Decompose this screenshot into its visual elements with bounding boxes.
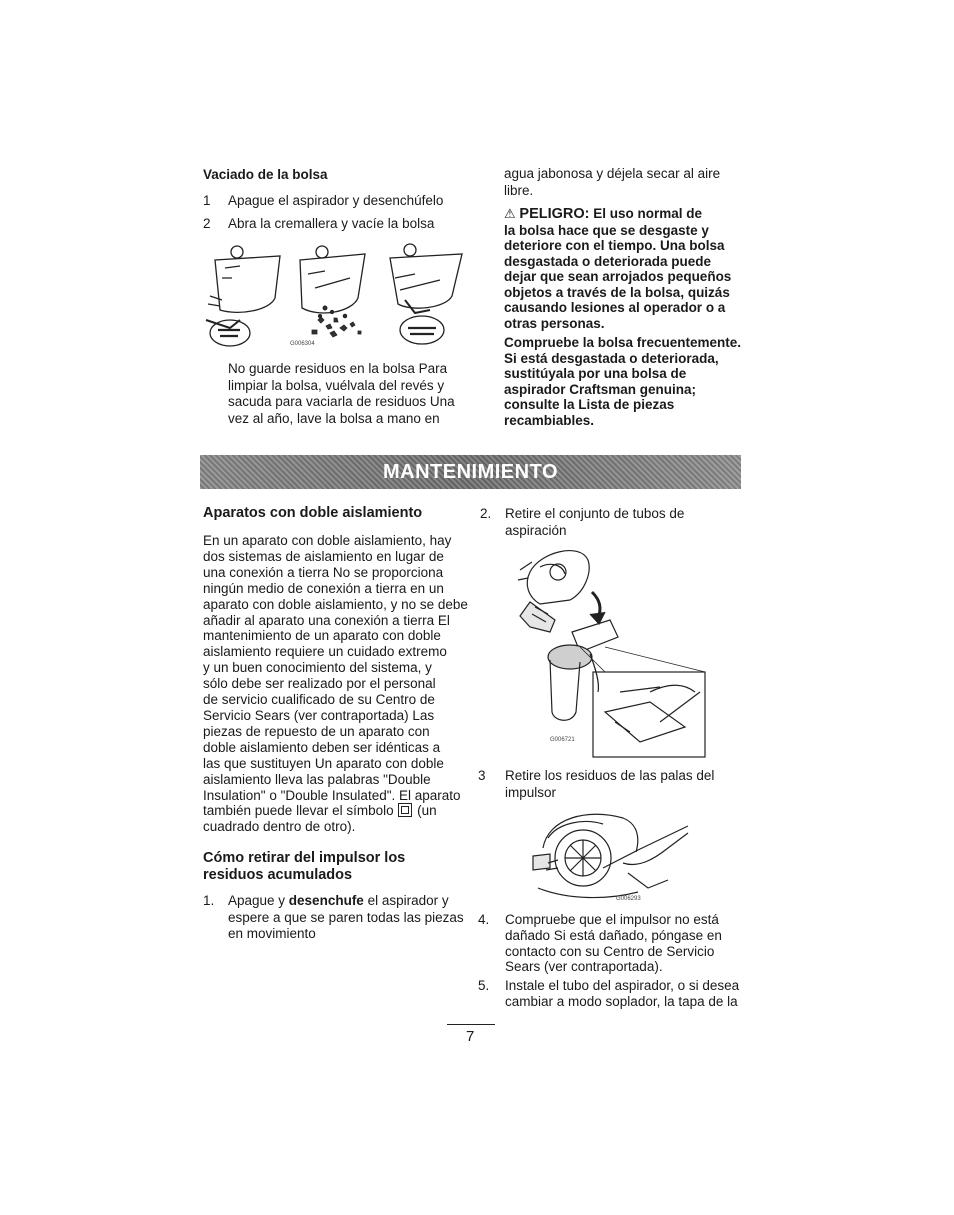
check-line: sustitúyala por una bolsa de (504, 366, 687, 381)
step1-line: espere a que se paren todas las piezas (228, 909, 464, 925)
warning-line: la bolsa hace que se desgaste y (504, 222, 709, 238)
paragraph-line: aparato con doble aislamiento, y no se debe (203, 596, 468, 612)
heading-line: residuos acumulados (203, 867, 353, 883)
paragraph-line: una conexión a tierra No se proporciona (203, 564, 444, 580)
warning-line: dejar que sean arrojados pequeños (504, 269, 732, 284)
heading-doble-aislamiento: Aparatos con doble aislamiento (203, 505, 423, 521)
step5-line: Instale el tubo del aspirador, o si desea (505, 978, 740, 993)
step2-line: Retire el conjunto de tubos de (505, 506, 685, 521)
paragraph-line: En un aparato con doble aislamiento, hay (203, 533, 452, 548)
bag-care-line: sacuda para vaciarla de residuos Una (228, 394, 455, 409)
check-line: Compruebe la bolsa frecuentemente. (504, 335, 742, 350)
paragraph-line: sólo debe ser realizado por el personal (203, 676, 436, 692)
bag-care-line: No guarde residuos en la bolsa Para (228, 361, 448, 376)
step-5-num: 5. (478, 978, 490, 993)
step-1-number: 1 (203, 193, 211, 208)
step-3-num: 3 (478, 768, 486, 783)
check-line: aspirador Craftsman genuina; (504, 381, 697, 397)
warning-block (504, 206, 754, 331)
heading-line: Cómo retirar del impulsor los (203, 850, 406, 866)
bag-care-line: vez al año, lave la bolsa a mano en (228, 410, 440, 426)
warning-line: deteriore con el tiempo. Una bolsa (504, 238, 725, 253)
check-line: Si está desgastada o deteriorada, (504, 350, 719, 366)
paragraph-line: Insulation" o "Double Insulated". El aparato (203, 787, 461, 803)
paragraph-line: de servicio cualificado de su Centro de (203, 692, 435, 708)
paragraph-line: Servicio Sears (ver contraportada) Las (203, 707, 435, 723)
paragraph-line: dos sistemas de aislamiento en lugar de (203, 548, 444, 564)
step-2-number: 2 (203, 216, 211, 231)
symbol-line-text: también puede llevar el símbolo (203, 803, 394, 819)
paragraph-line: aislamiento requiere un cuidado extremo (203, 644, 447, 660)
step4-line: Sears (ver contraportada). (505, 959, 663, 975)
mantenimiento-banner (200, 455, 741, 489)
step1-post: el aspirador y (363, 893, 449, 908)
warning-label: PELIGRO: (519, 206, 590, 222)
step-2-num-b: 2. (480, 506, 492, 521)
paragraph-line: piezas de repuesto de un aparato con (203, 723, 430, 739)
paragraph-line: cuadrado dentro de otro). (203, 819, 356, 835)
step-1-num-b: 1. (203, 893, 215, 908)
banner-title: MANTENIMIENTO (382, 460, 558, 483)
warning-line: desgastada o deteriorada puede (504, 253, 712, 269)
step3-line: Retire los residuos de las palas del (505, 768, 715, 783)
step-3-block (505, 768, 755, 801)
paragraph-line: las que sustituyen Un aparato con doble (203, 755, 444, 771)
continuation-line: agua jabonosa y déjela secar al aire (504, 166, 721, 181)
paragraph-line: mantenimiento de un aparato con doble (203, 628, 441, 644)
check-bag-block (504, 335, 759, 428)
tube-removal-illustration (510, 542, 710, 760)
double-insulation-symbol-icon (398, 803, 412, 817)
step-5-block (505, 978, 755, 1010)
step1-pre: Apague y (228, 893, 289, 908)
figure-code-2: G006721 (550, 737, 575, 743)
step5-line: cambiar a modo soplador, la tapa de la (505, 993, 738, 1009)
step-2-text: Abra la cremallera y vacíe la bolsa (228, 216, 435, 231)
step1-line: en movimiento (228, 926, 316, 941)
symbol-line-text: (un (417, 803, 437, 819)
step-1-block (228, 893, 478, 943)
step-4-num: 4. (478, 912, 490, 927)
paragraph-line: añadir al aparato una conexión a tierra El (203, 612, 450, 628)
double-insulation-paragraph (203, 533, 473, 835)
warning-line: causando lesiones al operador o a (504, 300, 726, 315)
continuation-line: libre. (504, 182, 534, 198)
paragraph-line: ningún medio de conexión a tierra en un (203, 580, 444, 596)
step-4-block (505, 912, 755, 975)
step2-line: aspiración (505, 522, 567, 538)
step1-bold: desenchufe (288, 893, 364, 908)
bag-care-continuation (504, 166, 754, 199)
paragraph-line: aislamiento lleva las palabras "Double (203, 771, 431, 787)
warning-line: otras personas. (504, 315, 605, 331)
step4-line: dañado Si está dañado, póngase en (505, 927, 722, 943)
bag-care-paragraph (228, 361, 473, 427)
bag-care-line: limpiar la bolsa, vuélvala del revés y (228, 377, 445, 393)
symbol-line (203, 803, 473, 819)
paragraph-line: y un buen conocimiento del sistema, y (203, 660, 432, 676)
warning-line: objetos a través de la bolsa, quizás (504, 284, 730, 300)
section-heading-vaciado: Vaciado de la bolsa (203, 167, 328, 182)
warning-triangle-icon: ⚠ (504, 206, 516, 221)
step4-line: Compruebe que el impulsor no está (505, 912, 719, 927)
check-line: consulte la Lista de piezas (504, 397, 675, 412)
paragraph-line: doble aislamiento deben ser idénticas a (203, 739, 441, 755)
heading-retirar-residuos (203, 850, 405, 884)
page-number: 7 (466, 1028, 475, 1045)
impeller-cleaning-illustration (528, 808, 698, 906)
bag-emptying-illustration (200, 238, 470, 358)
page-number-rule (447, 1024, 495, 1025)
warning-line: El uso normal de (593, 206, 703, 221)
step4-line: contacto con su Centro de Servicio (505, 943, 715, 959)
step3-line: impulsor (505, 784, 557, 800)
figure-code-1: G006304 (290, 341, 315, 347)
step-2-block (505, 506, 755, 539)
figure-code-3: G006293 (616, 896, 641, 902)
check-line: recambiables. (504, 412, 595, 428)
step-1-text: Apague el aspirador y desenchúfelo (228, 193, 444, 208)
